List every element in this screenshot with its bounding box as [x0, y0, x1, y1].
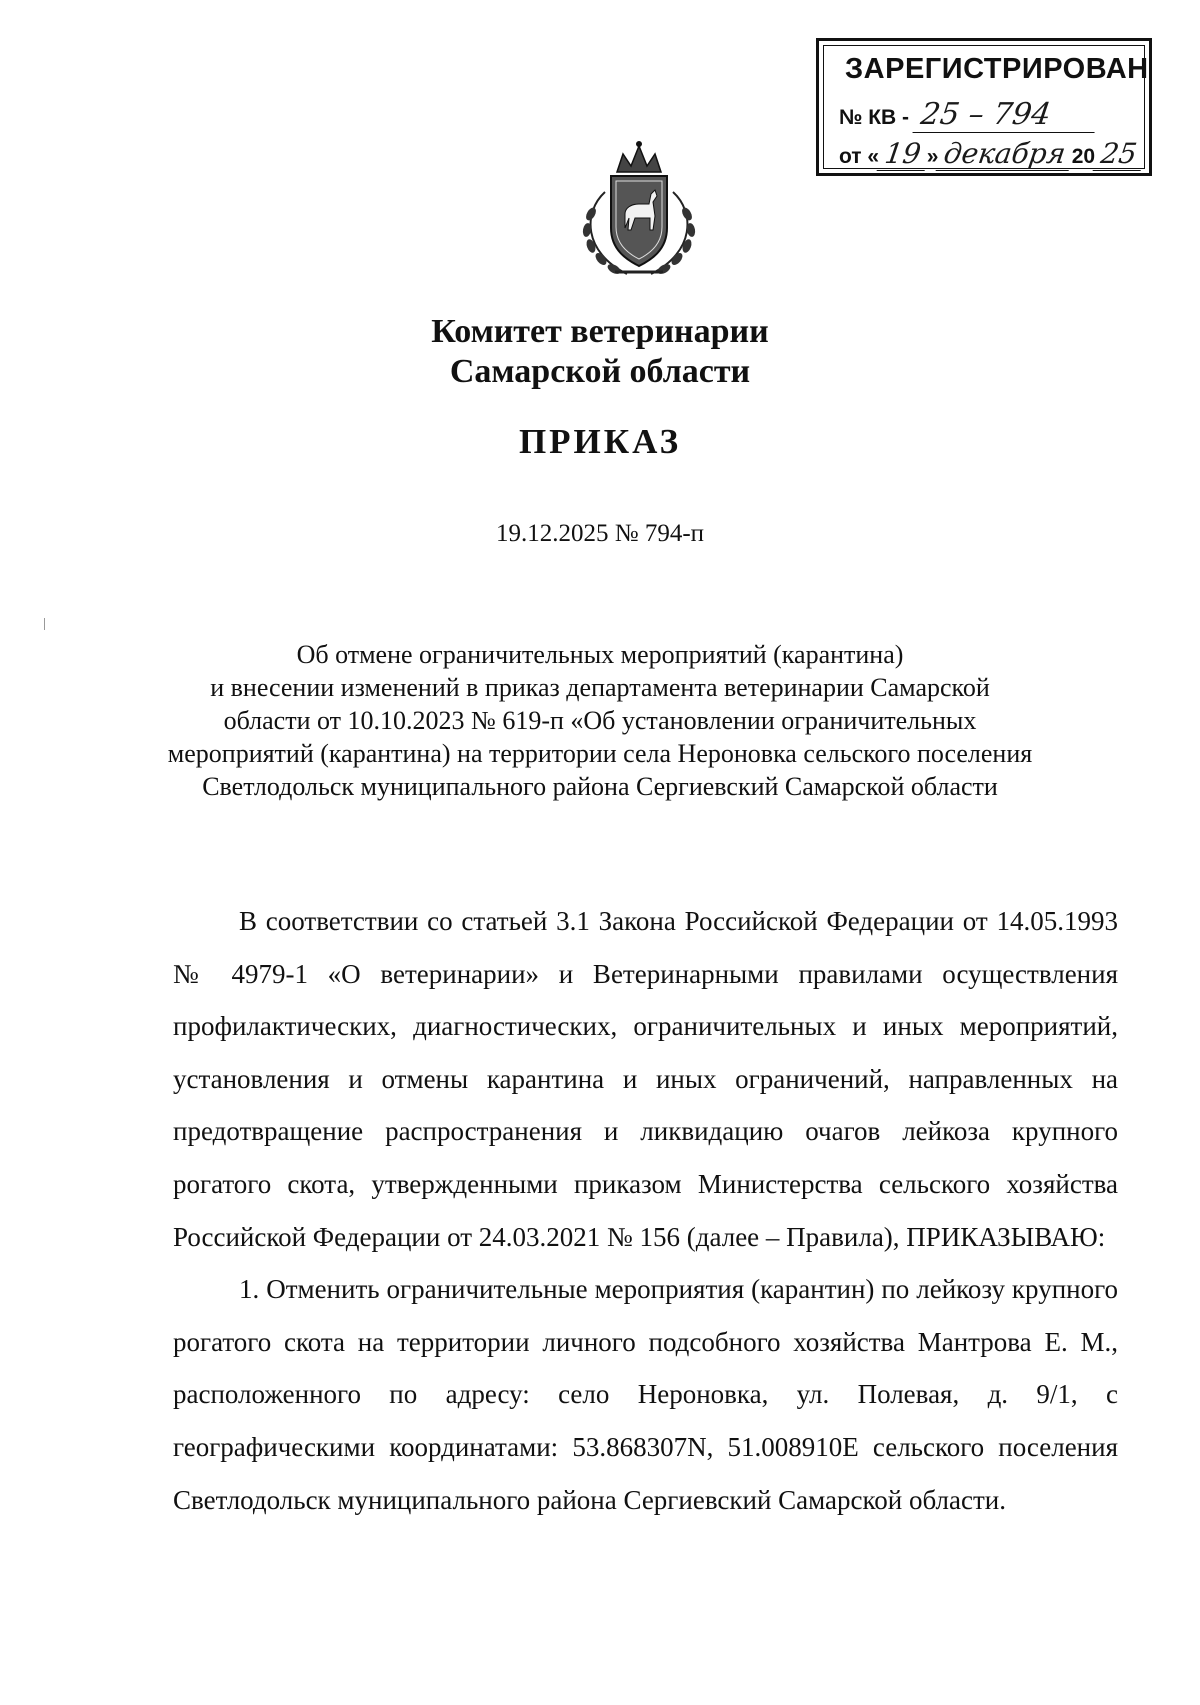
stamp-date-row — [839, 137, 1143, 171]
issuing-authority — [0, 312, 1200, 392]
preamble-paragraph: В соответствии со статьей 3.1 Закона Российской Федерации от 14.05.1993 № 4979-1 «О ветеринарии» и Ветеринарными правилами осуществления профилактических, диагностических, ограничительных и иных мероприятий, установления и отмены карантина и иных ограничений, направленных на предотвращение распространения и ликвидацию очагов лейкоза крупного рогатого скота, утвержденными приказом Министерства сельского хозяйства Российской Федерации от 24.03.2021 № 156 (далее – Правила), ПРИКАЗЫВАЮ: — [173, 906, 1118, 1252]
issuing-authority-line1: Комитет ветеринарии — [431, 313, 769, 350]
subject-line: мероприятий (карантина) на территории села Нероновка сельского поселения — [167, 739, 1033, 768]
subject-line: и внесении изменений в приказ департамента ветеринарии Самарской — [210, 673, 990, 702]
document-number-date: 19.12.2025 № 794-п — [495, 520, 705, 547]
registration-stamp — [816, 38, 1152, 176]
subject-line: Об отмене ограничительных мероприятий (карантина) — [296, 640, 904, 669]
document-subject — [0, 638, 1200, 803]
stamp-date-day: 19 — [877, 137, 929, 171]
stamp-title: ЗАРЕГИСТРИРОВАН — [845, 53, 1149, 85]
order-item-1: 1. Отменить ограничительные мероприятия (карантин) по лейкозу крупного рогатого скота на территории личного подсобного хозяйства Мантрова Е. М., расположенного по адресу: село Нероновка, ул. Полевая, д. 9/1, с географическими координатами: 53.868307N, 51.008910E сельского поселения Светлодольск муниципального района Сергиевский Самарской области. — [173, 1274, 1118, 1515]
stamp-date-year: 25 — [1093, 137, 1145, 171]
samara-coat-of-arms-icon — [565, 132, 713, 282]
stamp-date-century: 20 — [1071, 145, 1096, 168]
subject-line: Светлодольск муниципального района Сергиевский Самарской области — [202, 772, 998, 801]
stamp-number-handwritten: 25 – 794 — [912, 97, 1099, 133]
subject-line: области от 10.10.2023 № 619-п «Об установлении ограничительных — [223, 706, 977, 735]
scan-margin-mark — [44, 618, 45, 630]
stamp-date-sep: » — [926, 145, 939, 168]
stamp-date-month: декабря — [936, 137, 1074, 171]
stamp-number-label: № КВ - — [839, 106, 910, 129]
stamp-number-row — [839, 97, 1097, 133]
stamp-date-prefix: от « — [839, 145, 880, 168]
document-body — [173, 895, 1118, 1526]
document-type: ПРИКАЗ — [518, 422, 682, 461]
issuing-authority-line2: Самарской области — [449, 353, 751, 390]
